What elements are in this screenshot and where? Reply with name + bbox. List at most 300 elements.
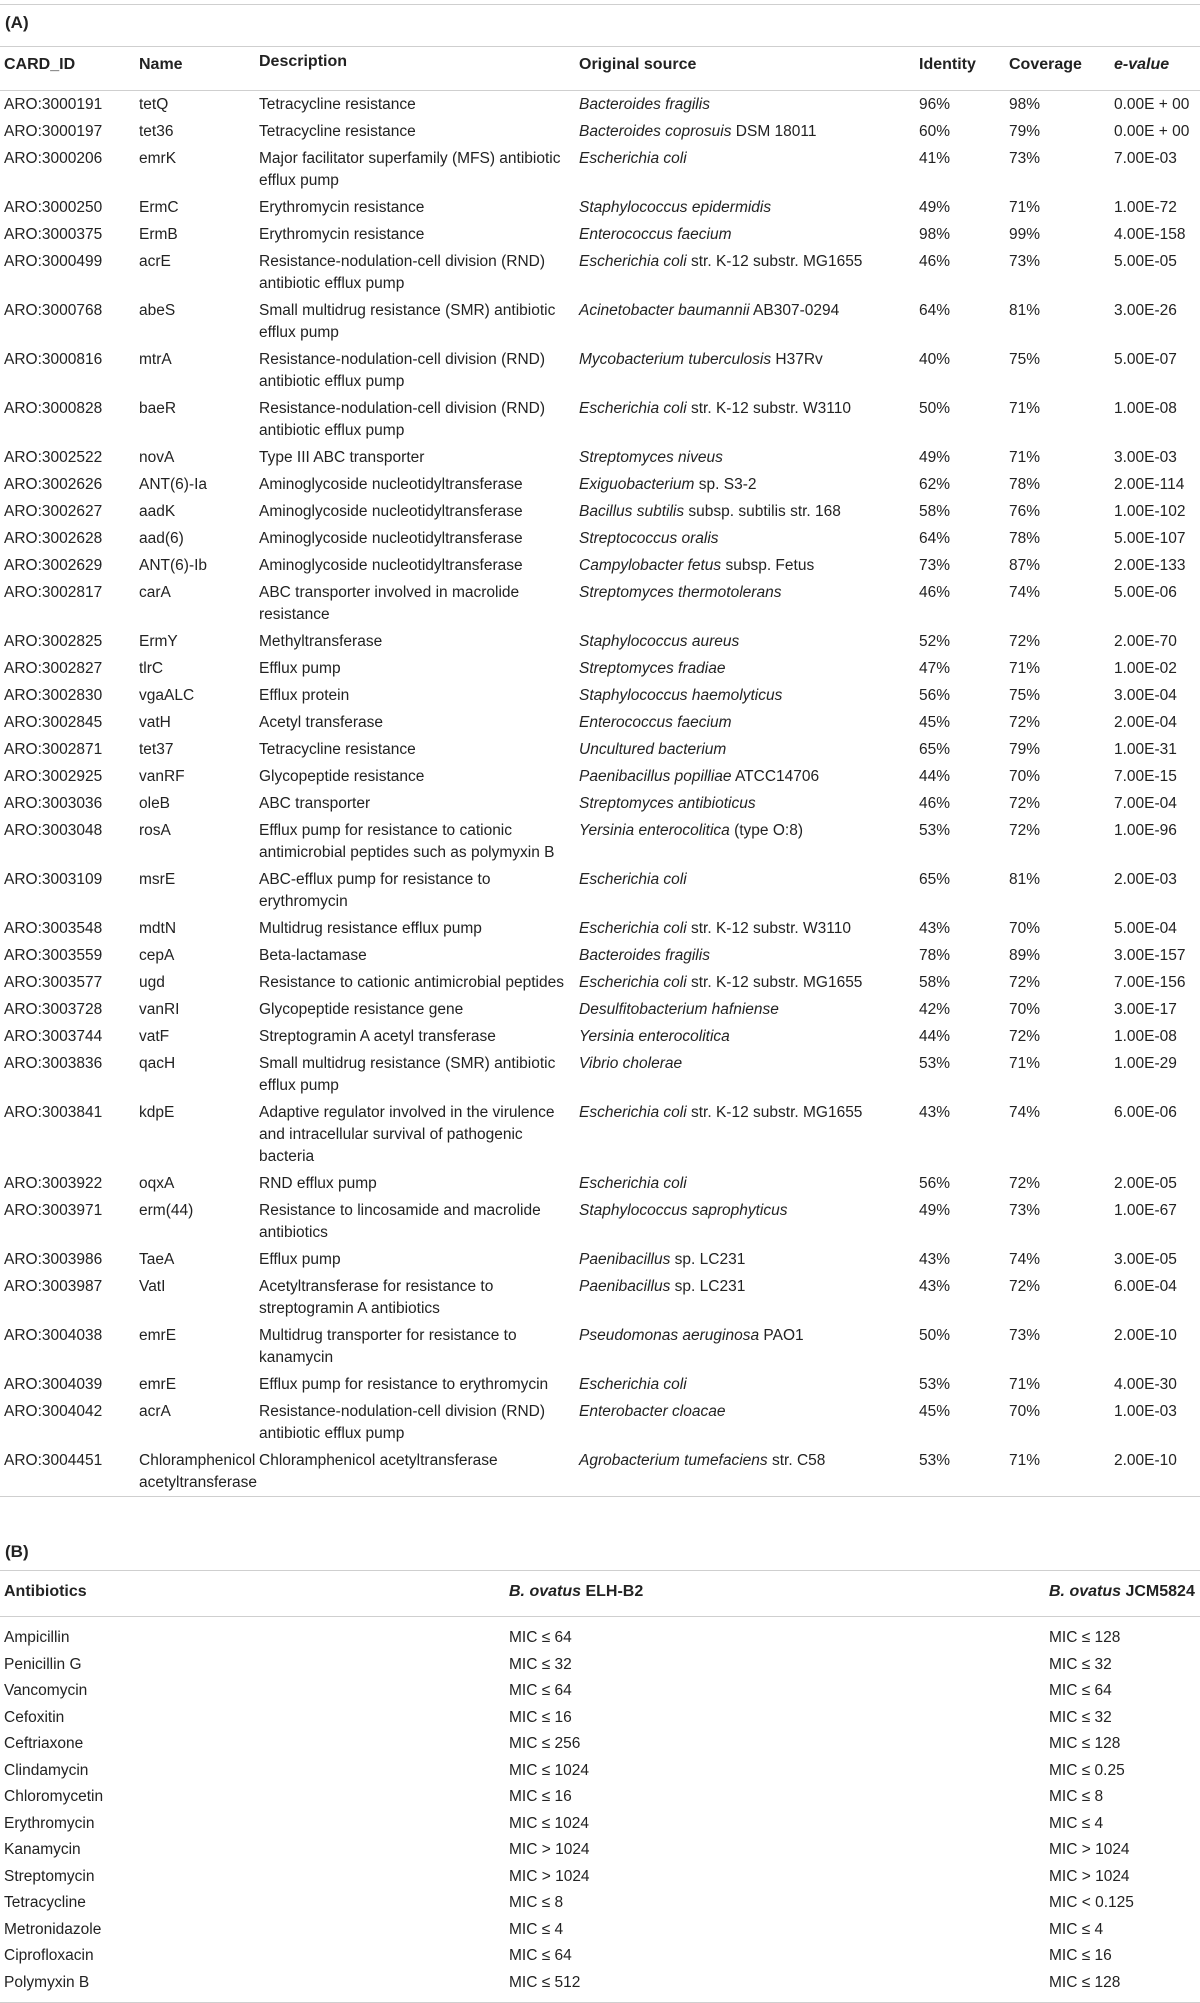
card-id-cell: ARO:3002522	[4, 449, 103, 466]
source-species: Enterobacter cloacae	[579, 1403, 726, 1420]
description-cell: Adaptive regulator involved in the virulence and intracellular survival of pathogenic bacteria	[259, 1104, 555, 1165]
evalue-cell: 1.00E-72	[1114, 199, 1177, 216]
source-cell	[575, 1170, 915, 1197]
gene-name-cell: msrE	[139, 871, 176, 888]
table-b-header-row	[0, 1571, 1200, 1617]
identity-cell: 46%	[919, 795, 951, 812]
source-cell	[575, 709, 915, 736]
description-cell: Resistance-nodulation-cell division (RND) antibiotic efflux pump	[259, 400, 546, 439]
table-row	[0, 552, 1200, 579]
card-id-cell: ARO:3004038	[4, 1327, 103, 1344]
card-id-cell: ARO:3003548	[4, 920, 103, 937]
coverage-cell: 71%	[1009, 1055, 1041, 1072]
coverage-cell: 70%	[1009, 920, 1041, 937]
elh-b2-mic-cell: MIC ≤ 1024	[509, 1761, 590, 1779]
table-row	[0, 444, 1200, 471]
identity-cell: 53%	[919, 1055, 951, 1072]
card-id-cell: ARO:3003577	[4, 974, 103, 991]
source-species: Escherichia coli	[579, 1376, 687, 1393]
table-row	[0, 1398, 1200, 1447]
coverage-cell: 99%	[1009, 226, 1041, 243]
card-id-cell: ARO:3003109	[4, 871, 103, 888]
identity-cell: 43%	[919, 1251, 951, 1268]
table-row	[0, 1273, 1200, 1322]
gene-name-cell: VatI	[139, 1278, 166, 1295]
coverage-cell: 73%	[1009, 1327, 1041, 1344]
card-id-cell: ARO:3000828	[4, 400, 103, 417]
evalue-cell: 2.00E-10	[1114, 1452, 1177, 1469]
identity-cell: 60%	[919, 123, 951, 140]
source-cell	[575, 248, 915, 297]
card-id-cell: ARO:3004451	[4, 1452, 103, 1469]
source-cell	[575, 194, 915, 221]
coverage-cell: 73%	[1009, 1202, 1041, 1219]
antibiotic-cell: Erythromycin	[4, 1814, 95, 1832]
source-species: Streptococcus oralis	[579, 530, 719, 547]
evalue-cell: 7.00E-04	[1114, 795, 1177, 812]
jcm5824-mic-cell: MIC ≤ 16	[1049, 1947, 1112, 1964]
table-row	[0, 346, 1200, 395]
source-species: Escherichia coli	[579, 400, 687, 417]
card-id-cell: ARO:3004042	[4, 1403, 103, 1420]
source-cell	[575, 1398, 915, 1447]
table-row	[0, 915, 1200, 942]
source-species: Staphylococcus saprophyticus	[579, 1202, 788, 1219]
source-strain: str. K-12 substr. MG1655	[686, 253, 863, 270]
coverage-cell: 72%	[1009, 795, 1041, 812]
table-b	[0, 1570, 1200, 2003]
elh-b2-mic-cell: MIC ≤ 512	[509, 1973, 581, 1991]
coverage-cell: 71%	[1009, 660, 1041, 677]
gene-name-cell: vatF	[139, 1028, 170, 1045]
description-cell: Resistance-nodulation-cell division (RND) antibiotic efflux pump	[259, 253, 546, 292]
evalue-cell: 5.00E-107	[1114, 530, 1186, 547]
evalue-cell: 2.00E-05	[1114, 1175, 1177, 1192]
source-strain: AB307-0294	[749, 302, 840, 319]
jcm5824-mic-cell: MIC ≤ 128	[1049, 1973, 1121, 1991]
source-species: Escherichia coli	[579, 1104, 687, 1121]
table-row	[0, 1099, 1200, 1170]
header-elh-b2	[505, 1571, 1045, 1617]
table-row	[0, 1617, 1200, 1652]
description-cell: Tetracycline resistance	[259, 741, 416, 758]
identity-cell: 43%	[919, 1278, 951, 1295]
source-cell	[575, 552, 915, 579]
table-row	[0, 1705, 1200, 1732]
description-cell: Small multidrug resistance (SMR) antibiotic efflux pump	[259, 1055, 556, 1094]
coverage-cell: 71%	[1009, 1452, 1041, 1469]
jcm5824-mic-cell: MIC ≤ 32	[1049, 1708, 1112, 1726]
antibiotic-cell: Ciprofloxacin	[4, 1947, 94, 1964]
source-strain: ATCC14706	[731, 768, 820, 785]
coverage-cell: 72%	[1009, 714, 1041, 731]
gene-name-cell: baeR	[139, 400, 177, 417]
source-species: Streptomyces niveus	[579, 449, 723, 466]
table-a-header-row	[0, 47, 1200, 91]
identity-cell: 58%	[919, 974, 951, 991]
description-cell: Resistance to cationic antimicrobial peptides	[259, 974, 564, 991]
source-species: Escherichia coli	[579, 1175, 687, 1192]
coverage-cell: 74%	[1009, 1104, 1041, 1121]
table-row	[0, 194, 1200, 221]
source-cell	[575, 736, 915, 763]
gene-name-cell: aadK	[139, 503, 176, 520]
table-row	[0, 1943, 1200, 1970]
evalue-cell: 2.00E-04	[1114, 714, 1177, 731]
source-strain: PAO1	[759, 1327, 804, 1344]
evalue-cell: 3.00E-03	[1114, 449, 1177, 466]
source-species: Paenibacillus	[579, 1278, 671, 1295]
coverage-cell: 72%	[1009, 974, 1041, 991]
table-row	[0, 145, 1200, 194]
card-id-cell: ARO:3000375	[4, 226, 103, 243]
description-cell: Acetyl transferase	[259, 714, 384, 731]
identity-cell: 41%	[919, 150, 951, 167]
identity-cell: 64%	[919, 302, 951, 319]
source-cell	[575, 655, 915, 682]
antibiotic-cell: Chloromycetin	[4, 1788, 104, 1805]
jcm5824-mic-cell: MIC ≤ 128	[1049, 1629, 1121, 1646]
description-cell: Aminoglycoside nucleotidyltransferase	[259, 503, 523, 520]
table-row	[0, 1837, 1200, 1864]
card-id-cell: ARO:3004039	[4, 1376, 103, 1393]
top-rule	[0, 4, 1200, 5]
description-cell: Aminoglycoside nucleotidyltransferase	[259, 476, 523, 493]
card-id-cell: ARO:3002845	[4, 714, 103, 731]
header-evalue: e-value	[1114, 56, 1170, 73]
coverage-cell: 73%	[1009, 253, 1041, 270]
card-id-cell: ARO:3002825	[4, 633, 103, 650]
table-row	[0, 942, 1200, 969]
description-cell: Multidrug resistance efflux pump	[259, 920, 482, 937]
gene-name-cell: qacH	[139, 1055, 176, 1072]
coverage-cell: 71%	[1009, 400, 1041, 417]
jcm5824-mic-cell: MIC > 1024	[1049, 1841, 1130, 1858]
description-cell: Resistance to lincosamide and macrolide antibiotics	[259, 1202, 541, 1241]
description-cell: Erythromycin resistance	[259, 226, 425, 243]
source-cell	[575, 221, 915, 248]
source-cell	[575, 1023, 915, 1050]
description-cell: Chloramphenicol acetyltransferase	[259, 1452, 498, 1469]
antibiotic-cell: Polymyxin B	[4, 1973, 90, 1991]
source-cell	[575, 969, 915, 996]
source-cell	[575, 525, 915, 552]
source-cell	[575, 118, 915, 145]
source-species: Bacillus subtilis	[579, 503, 685, 520]
coverage-cell: 70%	[1009, 1403, 1041, 1420]
card-id-cell: ARO:3000197	[4, 123, 103, 140]
source-cell	[575, 996, 915, 1023]
evalue-cell: 3.00E-05	[1114, 1251, 1177, 1268]
header-name: Name	[139, 56, 183, 73]
table-row	[0, 1864, 1200, 1891]
evalue-cell: 5.00E-06	[1114, 584, 1177, 601]
coverage-cell: 72%	[1009, 1028, 1041, 1045]
coverage-cell: 72%	[1009, 822, 1041, 839]
identity-cell: 50%	[919, 400, 951, 417]
identity-cell: 56%	[919, 687, 951, 704]
evalue-cell: 1.00E-29	[1114, 1055, 1177, 1072]
gene-name-cell: kdpE	[139, 1104, 175, 1121]
card-id-cell: ARO:3003922	[4, 1175, 103, 1192]
elh-b2-mic-cell: MIC ≤ 64	[509, 1629, 572, 1646]
header-description: Description	[259, 53, 348, 70]
card-id-cell: ARO:3000816	[4, 351, 103, 368]
antibiotic-cell: Kanamycin	[4, 1841, 81, 1858]
evalue-cell: 2.00E-133	[1114, 557, 1186, 574]
gene-name-cell: abeS	[139, 302, 176, 319]
gene-name-cell: carA	[139, 584, 171, 601]
gene-name-cell: ugd	[139, 974, 165, 991]
source-species: Escherichia coli	[579, 974, 687, 991]
card-id-cell: ARO:3000768	[4, 302, 103, 319]
source-strain: sp. LC231	[670, 1251, 746, 1268]
table-row	[0, 1050, 1200, 1099]
identity-cell: 78%	[919, 947, 951, 964]
evalue-cell: 7.00E-03	[1114, 150, 1177, 167]
table-row	[0, 1197, 1200, 1246]
evalue-cell: 6.00E-06	[1114, 1104, 1177, 1121]
source-cell	[575, 1322, 915, 1371]
identity-cell: 43%	[919, 920, 951, 937]
evalue-cell: 1.00E-08	[1114, 400, 1177, 417]
description-cell: Tetracycline resistance	[259, 96, 416, 113]
jcm5824-mic-cell: MIC > 1024	[1049, 1867, 1130, 1885]
source-species: Bacteroides fragilis	[579, 947, 710, 964]
source-cell	[575, 942, 915, 969]
gene-name-cell: ErmC	[139, 199, 179, 216]
identity-cell: 50%	[919, 1327, 951, 1344]
description-cell: Aminoglycoside nucleotidyltransferase	[259, 530, 523, 547]
source-species: Bacteroides fragilis	[579, 96, 710, 113]
identity-cell: 43%	[919, 1104, 951, 1121]
table-row	[0, 525, 1200, 552]
identity-cell: 45%	[919, 1403, 951, 1420]
source-species: Bacteroides coprosuis	[579, 123, 732, 140]
gene-name-cell: oqxA	[139, 1175, 175, 1192]
source-cell	[575, 1050, 915, 1099]
source-strain: sp. S3-2	[694, 476, 757, 493]
elh-b2-mic-cell: MIC > 1024	[509, 1841, 590, 1858]
source-cell	[575, 817, 915, 866]
jcm5824-mic-cell: MIC ≤ 0.25	[1049, 1761, 1125, 1779]
gene-name-cell: Chloramphenicol acetyltransferase	[139, 1452, 258, 1491]
coverage-cell: 79%	[1009, 741, 1041, 758]
table-row	[0, 1371, 1200, 1398]
description-cell: ABC-efflux pump for resistance to erythromycin	[259, 871, 491, 910]
card-id-cell: ARO:3000499	[4, 253, 103, 270]
description-cell: Efflux pump	[259, 660, 341, 677]
source-species: Uncultured bacterium	[579, 741, 727, 758]
description-cell: Tetracycline resistance	[259, 123, 416, 140]
source-species: Vibrio cholerae	[579, 1055, 683, 1072]
card-id-cell: ARO:3003971	[4, 1202, 103, 1219]
identity-cell: 58%	[919, 503, 951, 520]
coverage-cell: 98%	[1009, 96, 1041, 113]
evalue-cell: 6.00E-04	[1114, 1278, 1177, 1295]
identity-cell: 49%	[919, 1202, 951, 1219]
identity-cell: 53%	[919, 1376, 951, 1393]
gene-name-cell: tet37	[139, 741, 174, 758]
coverage-cell: 75%	[1009, 687, 1041, 704]
elh-b2-mic-cell: MIC ≤ 4	[509, 1920, 564, 1938]
coverage-cell: 76%	[1009, 503, 1041, 520]
header-antibiotics: Antibiotics	[4, 1583, 87, 1600]
table-row	[0, 682, 1200, 709]
evalue-cell: 3.00E-04	[1114, 687, 1177, 704]
table-row	[0, 1758, 1200, 1785]
identity-cell: 49%	[919, 449, 951, 466]
evalue-cell: 0.00E + 00	[1114, 96, 1190, 113]
description-cell: Major facilitator superfamily (MFS) antibiotic efflux pump	[259, 150, 561, 189]
table-row	[0, 498, 1200, 525]
jcm5824-mic-cell: MIC < 0.125	[1049, 1894, 1134, 1911]
table-row	[0, 1784, 1200, 1811]
elh-b2-mic-cell: MIC > 1024	[509, 1867, 590, 1885]
description-cell: Glycopeptide resistance	[259, 768, 425, 785]
table-row	[0, 1322, 1200, 1371]
description-cell: Efflux pump for resistance to erythromycin	[259, 1376, 549, 1393]
table-row	[0, 996, 1200, 1023]
evalue-cell: 3.00E-157	[1114, 947, 1186, 964]
gene-name-cell: erm(44)	[139, 1202, 194, 1219]
source-cell	[575, 1246, 915, 1273]
identity-cell: 44%	[919, 768, 951, 785]
source-strain: str. K-12 substr. MG1655	[686, 1104, 863, 1121]
source-species: Desulfitobacterium hafniense	[579, 1001, 779, 1018]
gene-name-cell: rosA	[139, 822, 171, 839]
evalue-cell: 1.00E-102	[1114, 503, 1186, 520]
evalue-cell: 2.00E-70	[1114, 633, 1177, 650]
identity-cell: 40%	[919, 351, 951, 368]
card-id-cell: ARO:3002871	[4, 741, 103, 758]
evalue-cell: 3.00E-17	[1114, 1001, 1177, 1018]
antibiotic-cell: Ampicillin	[4, 1629, 70, 1646]
identity-cell: 53%	[919, 822, 951, 839]
description-cell: Small multidrug resistance (SMR) antibiotic efflux pump	[259, 302, 556, 341]
card-id-cell: ARO:3003728	[4, 1001, 103, 1018]
description-cell: RND efflux pump	[259, 1175, 377, 1192]
card-id-cell: ARO:3002817	[4, 584, 103, 601]
gene-name-cell: aad(6)	[139, 530, 184, 547]
gene-name-cell: oleB	[139, 795, 171, 812]
source-cell	[575, 346, 915, 395]
source-species: Paenibacillus popilliae	[579, 768, 732, 785]
identity-cell: 45%	[919, 714, 951, 731]
source-cell	[575, 763, 915, 790]
identity-cell: 64%	[919, 530, 951, 547]
source-species: Agrobacterium tumefaciens	[579, 1452, 768, 1469]
jcm5824-mic-cell: MIC ≤ 32	[1049, 1655, 1112, 1673]
source-strain: H37Rv	[771, 351, 823, 368]
header-coverage: Coverage	[1009, 56, 1082, 73]
source-species: Campylobacter fetus	[579, 557, 722, 574]
coverage-cell: 87%	[1009, 557, 1041, 574]
source-strain: (type O:8)	[729, 822, 803, 839]
header-original-source: Original source	[579, 56, 697, 73]
evalue-cell: 1.00E-31	[1114, 741, 1177, 758]
elh-b2-mic-cell: MIC ≤ 8	[509, 1894, 564, 1911]
table-row	[0, 736, 1200, 763]
elh-b2-mic-cell: MIC ≤ 16	[509, 1788, 572, 1805]
source-strain: str. K-12 substr. W3110	[686, 920, 851, 937]
description-cell: ABC transporter involved in macrolide resistance	[259, 584, 520, 623]
jcm5824-mic-cell: MIC ≤ 4	[1049, 1920, 1104, 1938]
coverage-cell: 81%	[1009, 871, 1041, 888]
source-cell	[575, 297, 915, 346]
gene-name-cell: ErmY	[139, 633, 178, 650]
description-cell: Resistance-nodulation-cell division (RND) antibiotic efflux pump	[259, 351, 546, 390]
evalue-cell: 2.00E-10	[1114, 1327, 1177, 1344]
source-cell	[575, 1273, 915, 1322]
description-cell: ABC transporter	[259, 795, 371, 812]
identity-cell: 46%	[919, 584, 951, 601]
source-species: Escherichia coli	[579, 150, 687, 167]
table-row	[0, 579, 1200, 628]
source-cell	[575, 682, 915, 709]
table-row	[0, 1678, 1200, 1705]
gene-name-cell: tet36	[139, 123, 174, 140]
evalue-cell: 5.00E-05	[1114, 253, 1177, 270]
description-cell: Beta-lactamase	[259, 947, 367, 964]
description-cell: Efflux pump for resistance to cationic antimicrobial peptides such as polymyxin B	[259, 822, 555, 861]
identity-cell: 46%	[919, 253, 951, 270]
source-cell	[575, 1197, 915, 1246]
antibiotic-cell: Cefoxitin	[4, 1708, 65, 1726]
table-row	[0, 1917, 1200, 1944]
source-species: Streptomyces thermotolerans	[579, 584, 782, 601]
evalue-cell: 4.00E-30	[1114, 1376, 1177, 1393]
gene-name-cell: cepA	[139, 947, 175, 964]
source-species: Yersinia enterocolitica	[579, 1028, 730, 1045]
elh-b2-mic-cell: MIC ≤ 16	[509, 1708, 572, 1726]
card-id-cell: ARO:3003987	[4, 1278, 103, 1295]
coverage-cell: 89%	[1009, 947, 1041, 964]
source-strain: str. K-12 substr. MG1655	[686, 974, 863, 991]
table-row	[0, 118, 1200, 145]
identity-cell: 42%	[919, 1001, 951, 1018]
description-cell: Efflux pump	[259, 1251, 341, 1268]
table-row	[0, 1811, 1200, 1838]
card-id-cell: ARO:3002830	[4, 687, 103, 704]
source-cell	[575, 91, 915, 119]
source-species: Streptomyces fradiae	[579, 660, 726, 677]
elh-b2-mic-cell: MIC ≤ 1024	[509, 1814, 590, 1832]
header-identity: Identity	[919, 56, 976, 73]
source-species: Staphylococcus aureus	[579, 633, 740, 650]
coverage-cell: 72%	[1009, 1278, 1041, 1295]
coverage-cell: 71%	[1009, 199, 1041, 216]
table-row	[0, 248, 1200, 297]
evalue-cell: 5.00E-07	[1114, 351, 1177, 368]
source-species: Paenibacillus	[579, 1251, 671, 1268]
source-cell	[575, 866, 915, 915]
table-a	[0, 46, 1200, 1497]
evalue-cell: 1.00E-08	[1114, 1028, 1177, 1045]
card-id-cell: ARO:3003986	[4, 1251, 103, 1268]
identity-cell: 52%	[919, 633, 951, 650]
identity-cell: 49%	[919, 199, 951, 216]
coverage-cell: 72%	[1009, 633, 1041, 650]
antibiotic-cell: Metronidazole	[4, 1920, 102, 1938]
source-species: Pseudomonas aeruginosa	[579, 1327, 760, 1344]
source-strain: subsp. subtilis str. 168	[684, 503, 841, 520]
antibiotic-cell: Tetracycline	[4, 1894, 86, 1911]
elh-b2-mic-cell: MIC ≤ 32	[509, 1655, 572, 1673]
coverage-cell: 81%	[1009, 302, 1041, 319]
identity-cell: 44%	[919, 1028, 951, 1045]
card-id-cell: ARO:3002925	[4, 768, 103, 785]
